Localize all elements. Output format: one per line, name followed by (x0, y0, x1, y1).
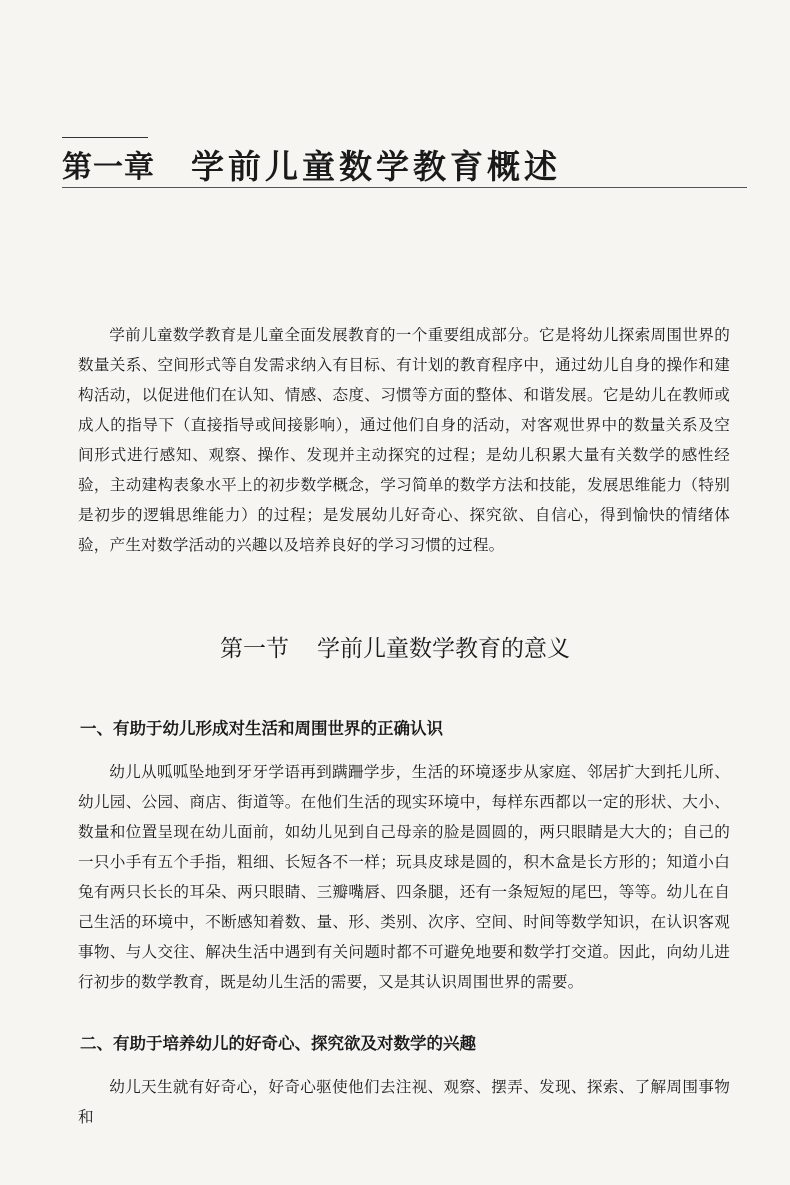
chapter-title: 学前儿童数学教育概述 (191, 146, 561, 186)
subsection-paragraph-1: 幼儿从呱呱坠地到牙牙学语再到蹒跚学步，生活的环境逐步从家庭、邻居扩大到托儿所、幼儿园、公园、商店、街道等。在他们生活的现实环境中，每样东西都以一定的形状、大小、数量和位置呈现在幼儿面前，如幼儿见到自己母亲的脸是圆圆的，两只眼睛是大大的；自己的一只小手有五个手指，粗细、长短各不一样；玩具皮球是圆的，积木盒是长方形的；知道小白兔有两只长长的耳朵、两只眼睛、三瓣嘴唇、四条腿，还有一条短短的尾巴，等等。幼儿在自己生活的环境中，不断感知着数、量、形、类别、次序、空间、时间等数学知识，在认识客观事物、与人交往、解决生活中遇到有关问题时都不可避免地要和数学打交道。因此，向幼儿进行初步的数学教育，既是幼儿生活的需要，又是其认识周围世界的需要。 (78, 763, 730, 991)
chapter-label: 第一章 (62, 150, 155, 185)
chapter-rule-long (62, 187, 747, 188)
subsection-heading-2: 二、有助于培养幼儿的好奇心、探究欲及对数学的兴趣 (80, 1034, 476, 1053)
intro-paragraph: 学前儿童数学教育是儿童全面发展教育的一个重要组成部分。它是将幼儿探索周围世界的数量关系、空间形式等自发需求纳入有目标、有计划的教育程序中，通过幼儿自身的操作和建构活动，以促进他们在认知、情感、态度、习惯等方面的整体、和谐发展。它是幼儿在教师或成人的指导下（直接指导或间接影响），通过他们自身的活动，对客观世界中的数量关系及空间形式进行感知、观察、操作、发现并主动探究的过程；是幼儿积累大量有关数学的感性经验，主动建构表象水平上的初步数学概念，学习简单的数学方法和技能，发展思维能力（特别是初步的逻辑思维能力）的过程；是发展幼儿好奇心、探究欲、自信心，得到愉快的情绪体验，产生对数学活动的兴趣以及培养良好的学习习惯的过程。 (78, 326, 730, 554)
subsection-heading-1: 一、有助于幼儿形成对生活和周围世界的正确认识 (80, 719, 443, 738)
section-label: 第一节 (220, 636, 289, 662)
chapter-rule-short (62, 137, 148, 138)
subsection-paragraph-2: 幼儿天生就有好奇心，好奇心驱使他们去注视、观察、摆弄、发现、探索、了解周围事物和 (78, 1078, 730, 1126)
section-heading (0, 630, 790, 663)
chapter-heading (62, 144, 742, 184)
section-title: 学前儿童数学教育的意义 (317, 636, 570, 662)
